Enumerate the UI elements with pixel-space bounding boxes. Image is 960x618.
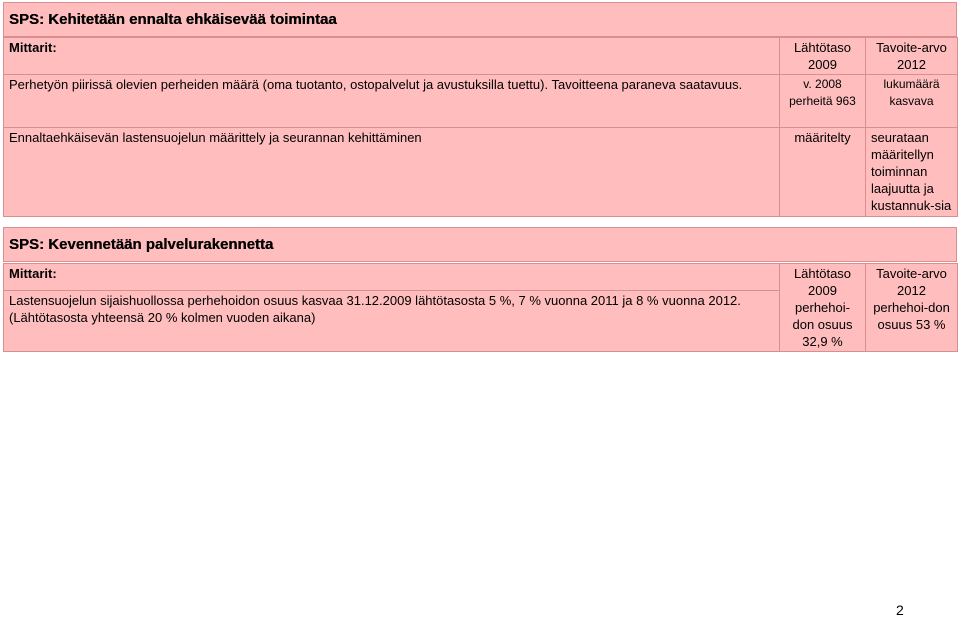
target-header: Tavoite-arvo 2012 — [876, 266, 947, 298]
page-number: 2 — [896, 602, 904, 618]
metric-text-line: Lastensuojelun sijaishuollossa perhehoidon osuus kasvaa 31.12.2009 lähtötasosta 5 %, 7 % vuonna 2011 ja 8 % vuonna 2012. — [9, 293, 741, 309]
metric-text-line: (Lähtötasosta yhteensä 20 % kolmen vuoden aikana) — [9, 310, 316, 326]
metric-row-baseline-cell — [780, 264, 866, 352]
metric-row-text — [4, 291, 780, 352]
mittarit-label: Mittarit: — [4, 38, 780, 75]
baseline-header: Lähtötaso 2009 — [793, 266, 852, 298]
metric-row-baseline: määritelty — [780, 128, 866, 217]
metric-row-target: perhehoi-don osuus 53 % — [873, 300, 950, 332]
section1-table — [3, 37, 958, 217]
section2-title: SPS: Kevennetään palvelurakennetta — [3, 227, 957, 262]
metric-row-target: seurataan määritellyn toiminnan laajuutta ja kustannuk-sia — [866, 128, 958, 217]
baseline-header: Lähtötaso 2009 — [780, 38, 866, 75]
section2-table — [3, 263, 958, 352]
target-header: Tavoite-arvo 2012 — [866, 38, 958, 75]
metric-row-text: Perhetyön piirissä olevien perheiden määrä (oma tuotanto, ostopalvelut ja avustuksilla tuettu). Tavoitteena paraneva saatavuus. — [4, 75, 780, 128]
metric-row-text: Ennaltaehkäisevän lastensuojelun määrittely ja seurannan kehittäminen — [4, 128, 780, 217]
metric-row-baseline: perhehoi-don osuus 32,9 % — [792, 300, 853, 349]
section1-title: SPS: Kehitetään ennalta ehkäisevää toimintaa — [3, 2, 957, 37]
metric-row-target: lukumäärä kasvava — [866, 75, 958, 128]
metric-row-target-cell — [866, 264, 958, 352]
mittarit-label: Mittarit: — [4, 264, 780, 291]
metric-row-baseline: v. 2008 perheitä 963 — [780, 75, 866, 128]
